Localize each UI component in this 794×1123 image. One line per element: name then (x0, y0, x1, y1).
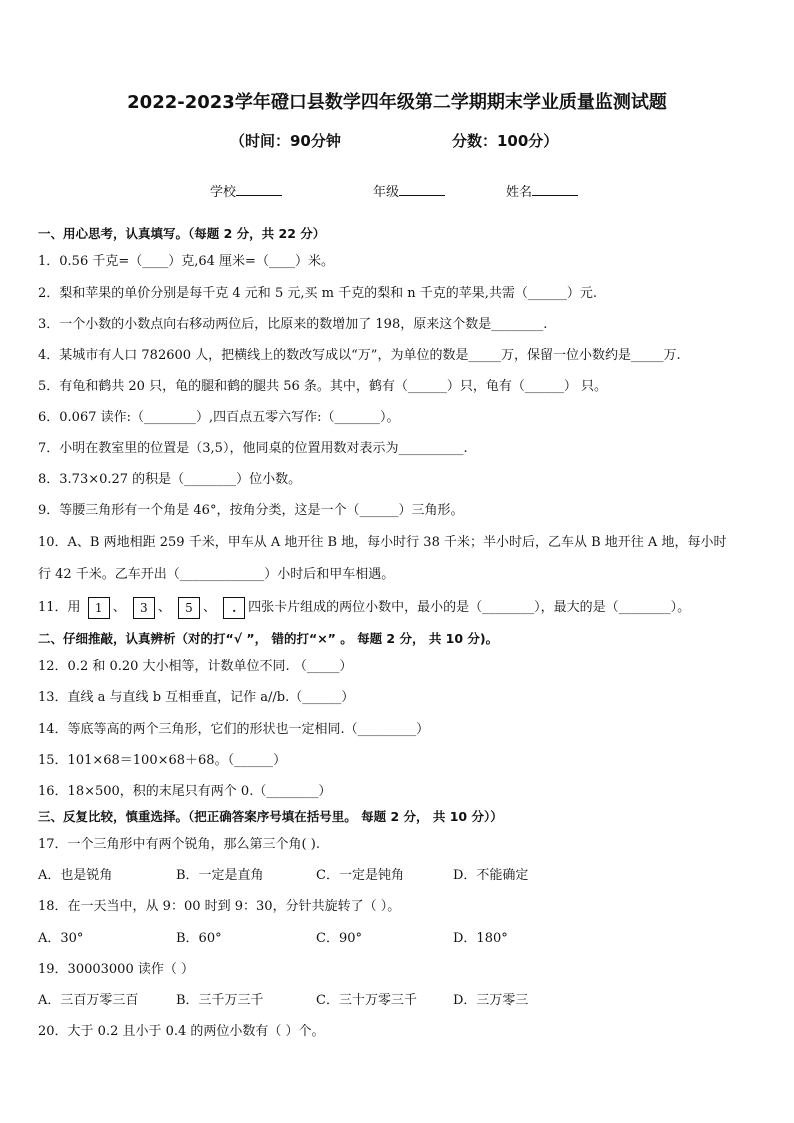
section-1-heading: 一、用心思考，认真填写。（每题 2 分，共 22 分） (38, 226, 326, 241)
school-blank[interactable] (236, 182, 282, 196)
grade-blank[interactable] (399, 182, 445, 196)
section-3-heading: 三、反复比较，慎重选择。（把正确答案序号填在括号里。 每题 2 分， 共 10 分）） (38, 809, 503, 824)
question-11-text: 四张卡片组成的两位小数中，最小的是（________），最大的是（________）。 (248, 600, 691, 615)
score-label: 分数：100分） (452, 132, 559, 150)
question-16: 16．18×500，积的末尾只有两个 0.（________） (38, 784, 332, 799)
question-8: 8．3.73×0.27 的积是（________）位小数。 (38, 472, 302, 487)
question-20: 20．大于 0.2 且小于 0.4 的两位小数有（ ）个。 (38, 1024, 325, 1039)
decimal-point-card: . (223, 597, 245, 619)
question-19: 19．30003000 读作（ ） (38, 962, 194, 977)
question-10-line-2: 行 42 千米。乙车开出（_____________）小时后和甲车相遇。 (38, 567, 395, 582)
name-field[interactable] (506, 181, 578, 200)
card-separator: 、 (112, 600, 126, 615)
q19-option-d[interactable]: D．三万零三 (453, 993, 529, 1008)
q19-option-a[interactable]: A．三百万零三百 (38, 993, 139, 1008)
question-1: 1．0.56 千克=（____）克,64 厘米=（____）米。 (38, 254, 334, 269)
question-9: 9．等腰三角形有一个角是 46°，按角分类，这是一个（______）三角形。 (38, 503, 464, 518)
q19-option-c[interactable]: C．三十万零三千 (316, 993, 417, 1008)
section-2-heading: 二、仔细推敲，认真辨析（对的打“√ ”， 错的打“×” 。 每题 2 分， 共 10 分)。 (38, 631, 499, 646)
question-13: 13．直线 a 与直线 b 互相垂直，记作 a//b.（______） (38, 690, 355, 705)
question-3: 3．一个小数的小数点向右移动两位后，比原来的数增加了 198，原来这个数是________. (38, 317, 548, 332)
q19-option-b[interactable]: B．三千万三千 (176, 993, 264, 1008)
school-field[interactable] (210, 181, 282, 200)
question-7: 7．小明在教室里的位置是（3,5），他同桌的位置用数对表示为__________. (38, 441, 468, 456)
digit-card-3: 3 (133, 597, 155, 619)
name-label: 姓名 (506, 185, 533, 200)
question-14: 14．等底等高的两个三角形，它们的形状也一定相同.（_________） (38, 722, 430, 737)
card-separator: 、 (157, 600, 171, 615)
question-4: 4．某城市有人口 782600 人，把横线上的数改写成以“万”，为单位的数是_____万，保留一位小数约是_____万. (38, 348, 681, 363)
question-6: 6．0.067 读作:（________）,四百点五零六写作:（_______）。 (38, 410, 400, 425)
time-label: （时间：90分钟 (230, 132, 341, 150)
question-5: 5．有龟和鹤共 20 只，龟的腿和鹤的腿共 56 条。其中，鹤有（______）只，龟有（______） 只。 (38, 379, 608, 394)
q17-option-a[interactable]: A．也是锐角 (38, 868, 113, 883)
name-blank[interactable] (532, 182, 578, 196)
question-11 (38, 596, 690, 619)
q17-option-d[interactable]: D．不能确定 (453, 868, 529, 883)
school-label: 学校 (210, 185, 237, 200)
question-2: 2．梨和苹果的单价分别是每千克 4 元和 5 元,买 m 千克的梨和 n 千克的苹果,共需（______）元. (38, 286, 597, 301)
question-17: 17．一个三角形中有两个锐角，那么第三个角( ). (38, 837, 320, 852)
question-10-line-1: 10．A、B 两地相距 259 千米，甲车从 A 地开往 B 地，每小时行 38 千米；半小时后，乙车从 B 地开往 A 地，每小时 (38, 535, 727, 550)
question-15: 15．101×68＝100×68＋68。（______） (38, 753, 287, 768)
question-11-prefix: 11．用 (38, 600, 81, 615)
digit-card-1: 1 (88, 597, 110, 619)
q17-option-c[interactable]: C．一定是钝角 (316, 868, 404, 883)
digit-card-5: 5 (178, 597, 200, 619)
question-12: 12．0.2 和 0.20 大小相等，计数单位不同. （_____） (38, 659, 353, 674)
q18-option-d[interactable]: D．180° (453, 931, 508, 946)
exam-meta (230, 130, 610, 151)
q17-option-b[interactable]: B．一定是直角 (176, 868, 264, 883)
page-title: 2022-2023学年磴口县数学四年级第二学期期末学业质量监测试题 (127, 92, 667, 113)
q18-option-b[interactable]: B．60° (176, 931, 222, 946)
card-separator: 、 (203, 600, 217, 615)
question-18: 18．在一天当中，从 9：00 时到 9：30，分针共旋转了（ ）。 (38, 899, 401, 914)
q18-option-c[interactable]: C．90° (316, 931, 362, 946)
grade-label: 年级 (373, 185, 400, 200)
grade-field[interactable] (373, 181, 445, 200)
q18-option-a[interactable]: A．30° (38, 931, 84, 946)
